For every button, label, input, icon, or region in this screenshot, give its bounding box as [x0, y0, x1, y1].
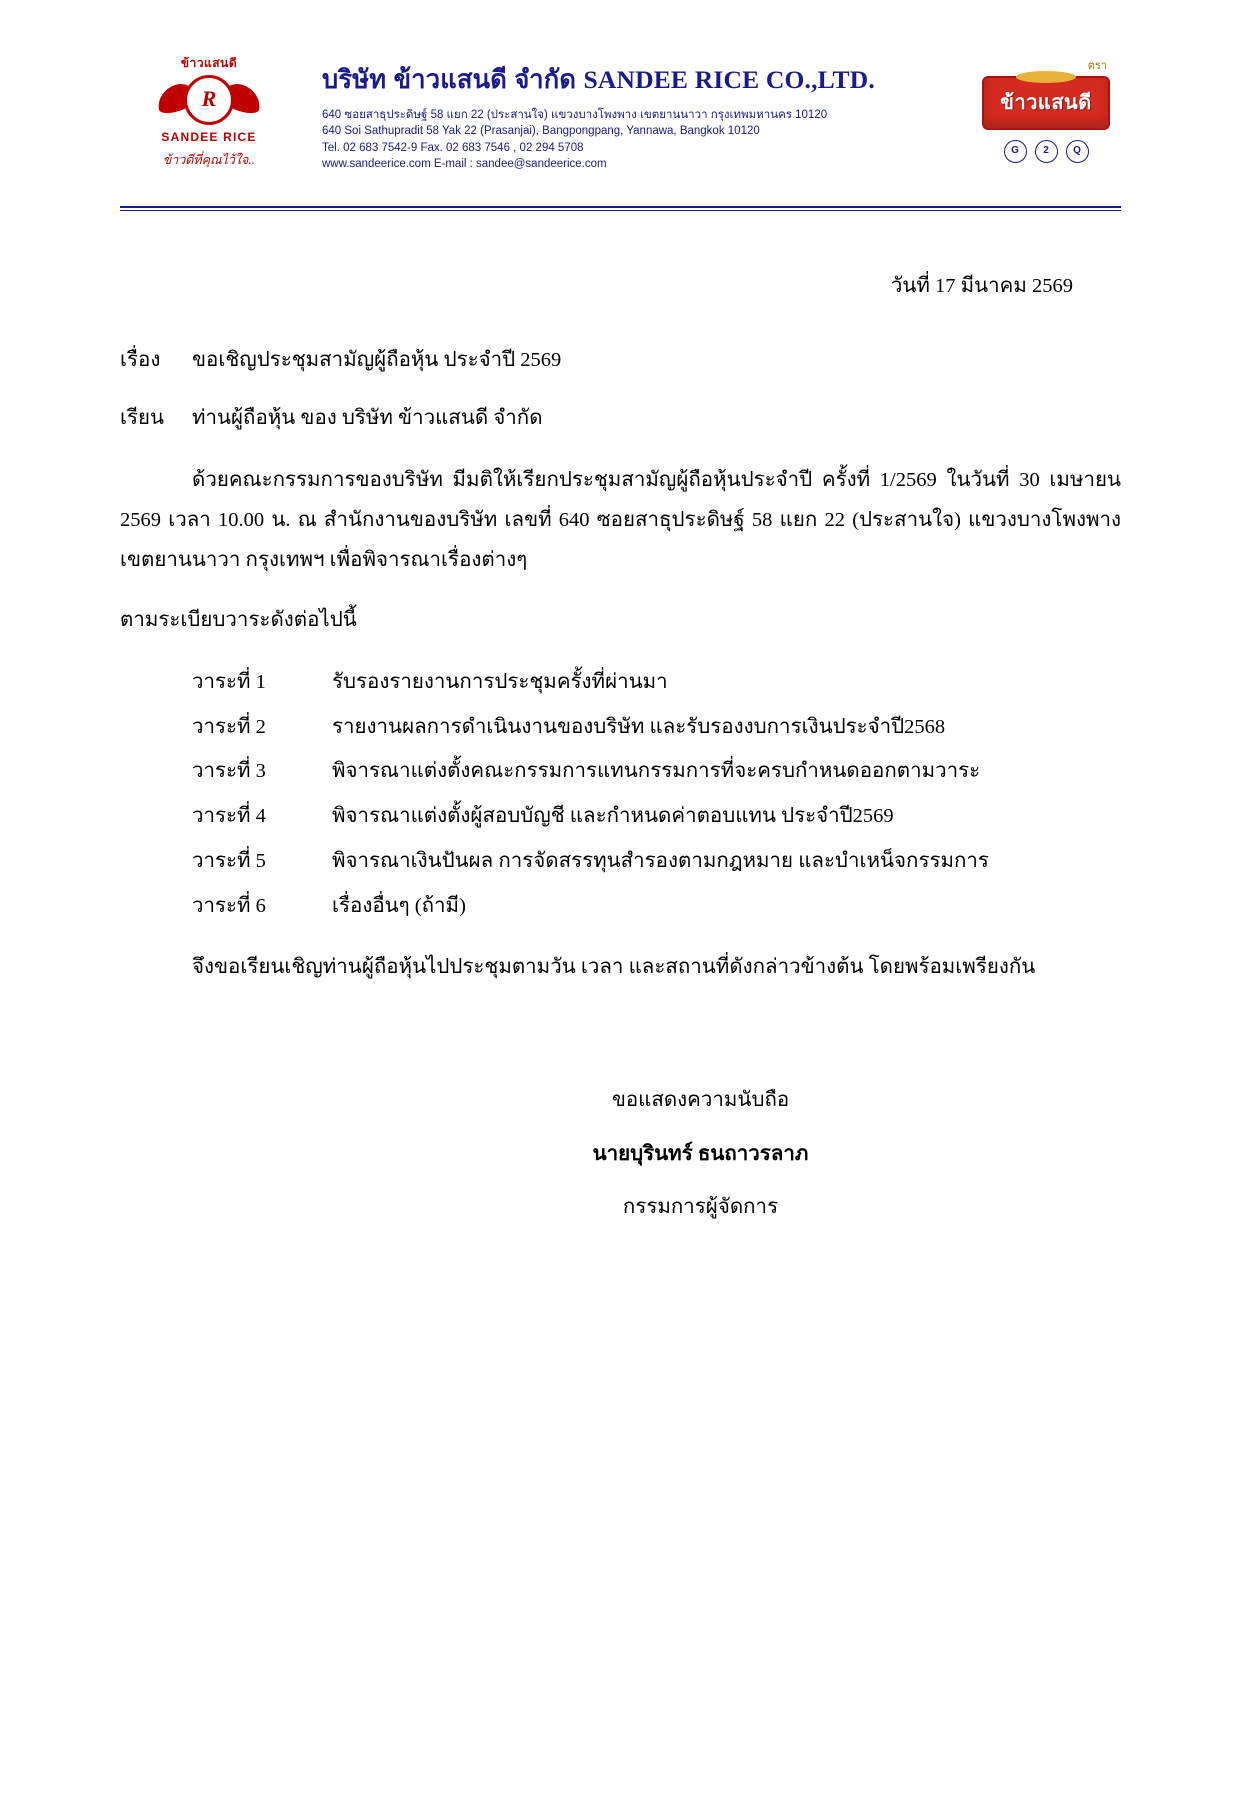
recipient-row [120, 399, 1121, 439]
cert-icon-2: 2 [1035, 140, 1058, 163]
company-address-th: 640 ซอยสาธุประดิษฐ์ 58 แยก 22 (ประสานใจ) แขวงบางโพงพาง เขตยานนาวา กรุงเทพมหานคร 10120 [322, 109, 828, 121]
letterhead [120, 52, 1121, 200]
signature-name: นายบุรินทร์ ธนถาวรลาภ [592, 1142, 809, 1165]
company-phone: Tel. 02 683 7542-9 Fax. 02 683 7546 , 02 294 5708 [322, 141, 584, 154]
agenda-text: รายงานผลการดำเนินงานของบริษัท และรับรองงบการเงินประจำปี2568 [332, 715, 946, 738]
logo-name-en: SANDEE RICE [161, 130, 257, 144]
list-item [192, 712, 1121, 744]
company-title-en: SANDEE RICE CO.,LTD. [583, 65, 875, 94]
list-item [192, 801, 1121, 833]
company-logo-left [120, 52, 298, 170]
agenda-number: วาระที่ 3 [192, 760, 266, 783]
brand-badge-text: ข้าวแสนดี [1000, 92, 1092, 114]
company-title-th: บริษัท ข้าวแสนดี จำกัด [322, 66, 577, 94]
company-info [298, 52, 971, 172]
signature-title: กรรมการผู้จัดการ [622, 1195, 779, 1218]
brand-badge [982, 76, 1110, 130]
closing-paragraph: จึงขอเรียนเชิญท่านผู้ถือหุ้นไปประชุมตามวัน เวลา และสถานที่ดังกล่าวข้างต้น โดยพร้อมเพรียงกัน [192, 956, 1036, 979]
recipient-value: ท่านผู้ถือหุ้น ของ บริษัท ข้าวแสนดี จำกัด [192, 406, 543, 429]
letter-body [120, 211, 1121, 1234]
subject-row [120, 341, 1121, 381]
agenda-list [192, 667, 1121, 923]
list-item [192, 891, 1121, 923]
logo-thai-top-text: ข้าวแสนดี [180, 56, 238, 70]
agenda-text: พิจารณาเงินปันผล การจัดสรรทุนสำรองตามกฎหมาย และบำเหน็จกรรมการ [332, 849, 989, 872]
agenda-number: วาระที่ 2 [192, 715, 266, 738]
brand-badge-block [971, 52, 1121, 163]
recipient-label: เรียน [120, 406, 165, 429]
list-item [192, 756, 1121, 788]
subject-label: เรื่อง [120, 348, 161, 371]
agenda-text: รับรองรายงานการประชุมครั้งที่ผ่านมา [332, 670, 668, 693]
company-title [322, 60, 971, 100]
agenda-text: เรื่องอื่นๆ (ถ้ามี) [332, 894, 466, 917]
cert-icon-1: G [1004, 140, 1027, 163]
signature-regards: ขอแสดงความนับถือ [611, 1089, 790, 1112]
paragraph-2: ตามระเบียบวาระดังต่อไปนี้ [120, 608, 357, 631]
rice-grain-icon [1016, 71, 1076, 83]
company-address-en: 640 Soi Sathupradit 58 Yak 22 (Prasanjai), Bangpongpang, Yannawa, Bangkok 10120 [322, 125, 760, 138]
company-web-email: www.sandeerice.com E-mail : sandee@sandeerice.com [322, 157, 607, 170]
badge-top-text: ตรา [1087, 60, 1107, 72]
list-item [192, 846, 1121, 878]
logo-slogan: ข้าวดีที่คุณไว้ใจ.. [162, 153, 256, 167]
letter-date: วันที่ 17 มีนาคม 2569 [890, 275, 1073, 297]
list-item [192, 667, 1121, 699]
agenda-number: วาระที่ 5 [192, 849, 266, 872]
subject-value: ขอเชิญประชุมสามัญผู้ถือหุ้น ประจำปี 2569 [192, 348, 562, 371]
logo-monogram: R [184, 75, 234, 125]
certification-icons [971, 140, 1121, 163]
agenda-number: วาระที่ 6 [192, 894, 266, 917]
agenda-text: พิจารณาแต่งตั้งผู้สอบบัญชี และกำหนดค่าตอบแทน ประจำปี2569 [332, 805, 894, 828]
header-divider-thick [120, 206, 1121, 208]
agenda-number: วาระที่ 1 [192, 670, 266, 693]
winged-emblem-icon [157, 71, 261, 129]
paragraph-1: ด้วยคณะกรรมการของบริษัท มีมติให้เรียกประชุมสามัญผู้ถือหุ้นประจำปี ครั้งที่ 1/2569 ในวันที่ 30 เมษายน 2569 เวลา 10.00 น. ณ สำนักงานของบริษัท เลขที่ 640 ซอยสาธุประดิษฐ์ 58 แยก 22 (ประสานใจ) แขวงบางโพงพาง เขตยานนาวา กรุงเทพฯ เพื่อพิจารณาเรื่องต่างๆ [120, 468, 1121, 571]
document-page [0, 52, 1241, 1807]
agenda-text: พิจารณาแต่งตั้งคณะกรรมการแทนกรรมการที่จะครบกำหนดออกตามวาระ [332, 760, 981, 783]
signature-block [120, 1074, 1121, 1234]
agenda-number: วาระที่ 4 [192, 805, 266, 828]
cert-icon-3: Q [1066, 140, 1089, 163]
